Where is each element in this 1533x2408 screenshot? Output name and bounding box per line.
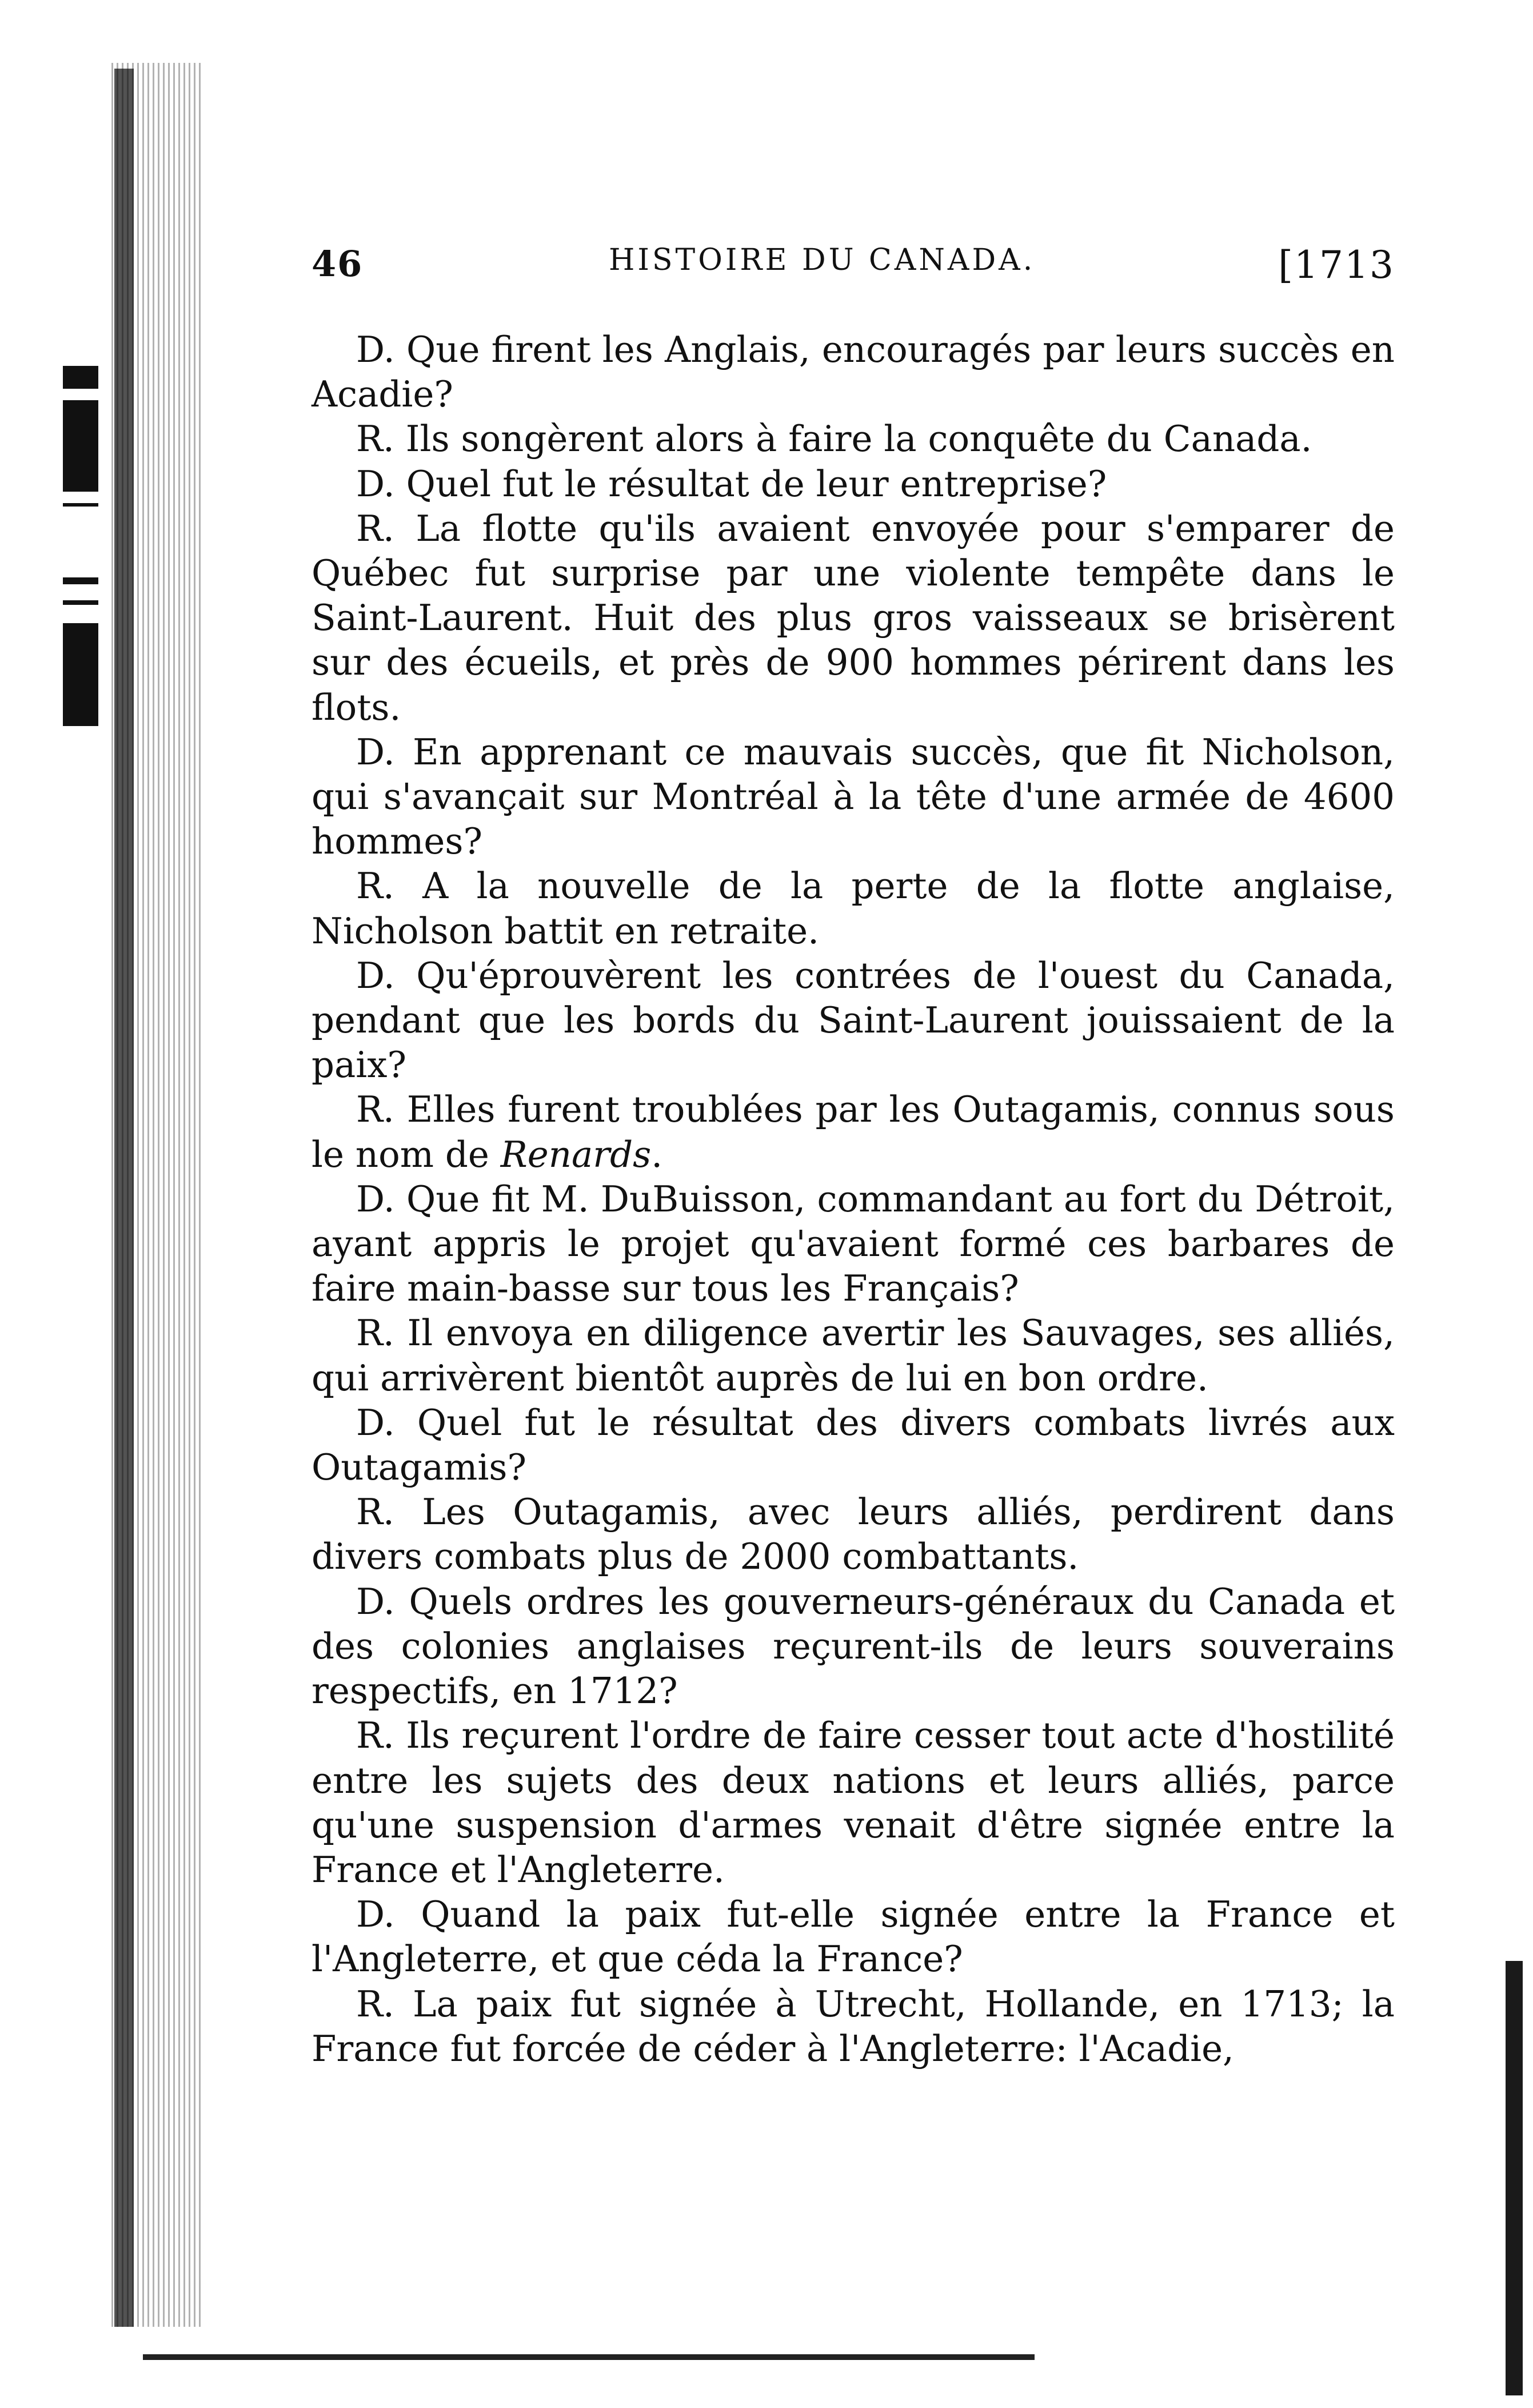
paragraph: R. A la nouvelle de la perte de la flotte anglaise, Nicholson battit en retraite.	[312, 865, 1395, 952]
paragraph-text: .	[651, 1133, 663, 1175]
paragraph: R. Les Outagamis, avec leurs alliés, perdirent dans divers combats plus de 2000 combattants.	[312, 1491, 1395, 1578]
running-header	[312, 243, 1395, 300]
margin-mark	[63, 366, 98, 389]
year-mark: [1713	[1278, 243, 1395, 287]
book-page	[312, 243, 1395, 2071]
paragraph-text: R. Elles furent troublées par les Outagamis, connus sous le nom de	[312, 1089, 1395, 1175]
paragraph: R. La flotte qu'ils avaient envoyée pour s'emparer de Québec fut surprise par une violente tempête dans le Saint-Laurent. Huit des plus gros vaisseaux se brisèrent sur des écueils, et près de 900 hommes périrent dans les flots.	[312, 507, 1395, 728]
paragraph: R. La paix fut signée à Utrecht, Hollande, en 1713; la France fut forcée de céder à l'Angleterre: l'Acadie,	[312, 1983, 1395, 2070]
paragraph	[312, 1087, 1395, 1177]
paragraph: R. Il envoya en diligence avertir les Sauvages, ses alliés, qui arrivèrent bientôt auprès de lui en bon ordre.	[312, 1312, 1395, 1399]
margin-mark	[63, 503, 98, 507]
paragraph: D. Qu'éprouvèrent les contrées de l'ouest du Canada, pendant que les bords du Saint-Laurent jouissaient de la paix?	[312, 954, 1395, 1086]
margin-mark	[63, 577, 98, 584]
scan-bottom-rule	[143, 2354, 1035, 2360]
binding-edge	[111, 63, 203, 2327]
margin-mark	[63, 600, 98, 605]
body-text	[312, 328, 1395, 2071]
paragraph: D. Quel fut le résultat des divers combats livrés aux Outagamis?	[312, 1401, 1395, 1489]
paragraph: D. Que fit M. DuBuisson, commandant au fort du Détroit, ayant appris le projet qu'avaient formé ces barbares de faire main-basse sur tous les Français?	[312, 1178, 1395, 1310]
paragraph: R. Ils songèrent alors à faire la conquête du Canada.	[356, 418, 1312, 460]
scan-edge-bar	[1506, 1961, 1523, 2395]
paragraph: R. Ils reçurent l'ordre de faire cesser tout acte d'hostilité entre les sujets des deux nations et leurs alliés, parce qu'une suspension d'armes venait d'être signée entre la France et l'Angleterre.	[312, 1715, 1395, 1891]
margin-mark	[63, 623, 98, 726]
page-number: 46	[312, 243, 364, 285]
paragraph: D. Quel fut le résultat de leur entreprise?	[356, 463, 1107, 505]
paragraph: D. En apprenant ce mauvais succès, que fit Nicholson, qui s'avançait sur Montréal à la tête d'une armée de 4600 hommes?	[312, 731, 1395, 863]
italic-term: Renards	[500, 1133, 652, 1175]
running-title: HISTOIRE DU CANADA.	[609, 243, 1036, 277]
paragraph: D. Que firent les Anglais, encouragés par leurs succès en Acadie?	[312, 329, 1395, 416]
margin-mark	[63, 400, 98, 492]
paragraph: D. Quand la paix fut-elle signée entre la France et l'Angleterre, et que céda la France?	[312, 1893, 1395, 1980]
paragraph: D. Quels ordres les gouverneurs-généraux du Canada et des colonies anglaises reçurent-ils de leurs souverains respectifs, en 1712?	[312, 1580, 1395, 1712]
